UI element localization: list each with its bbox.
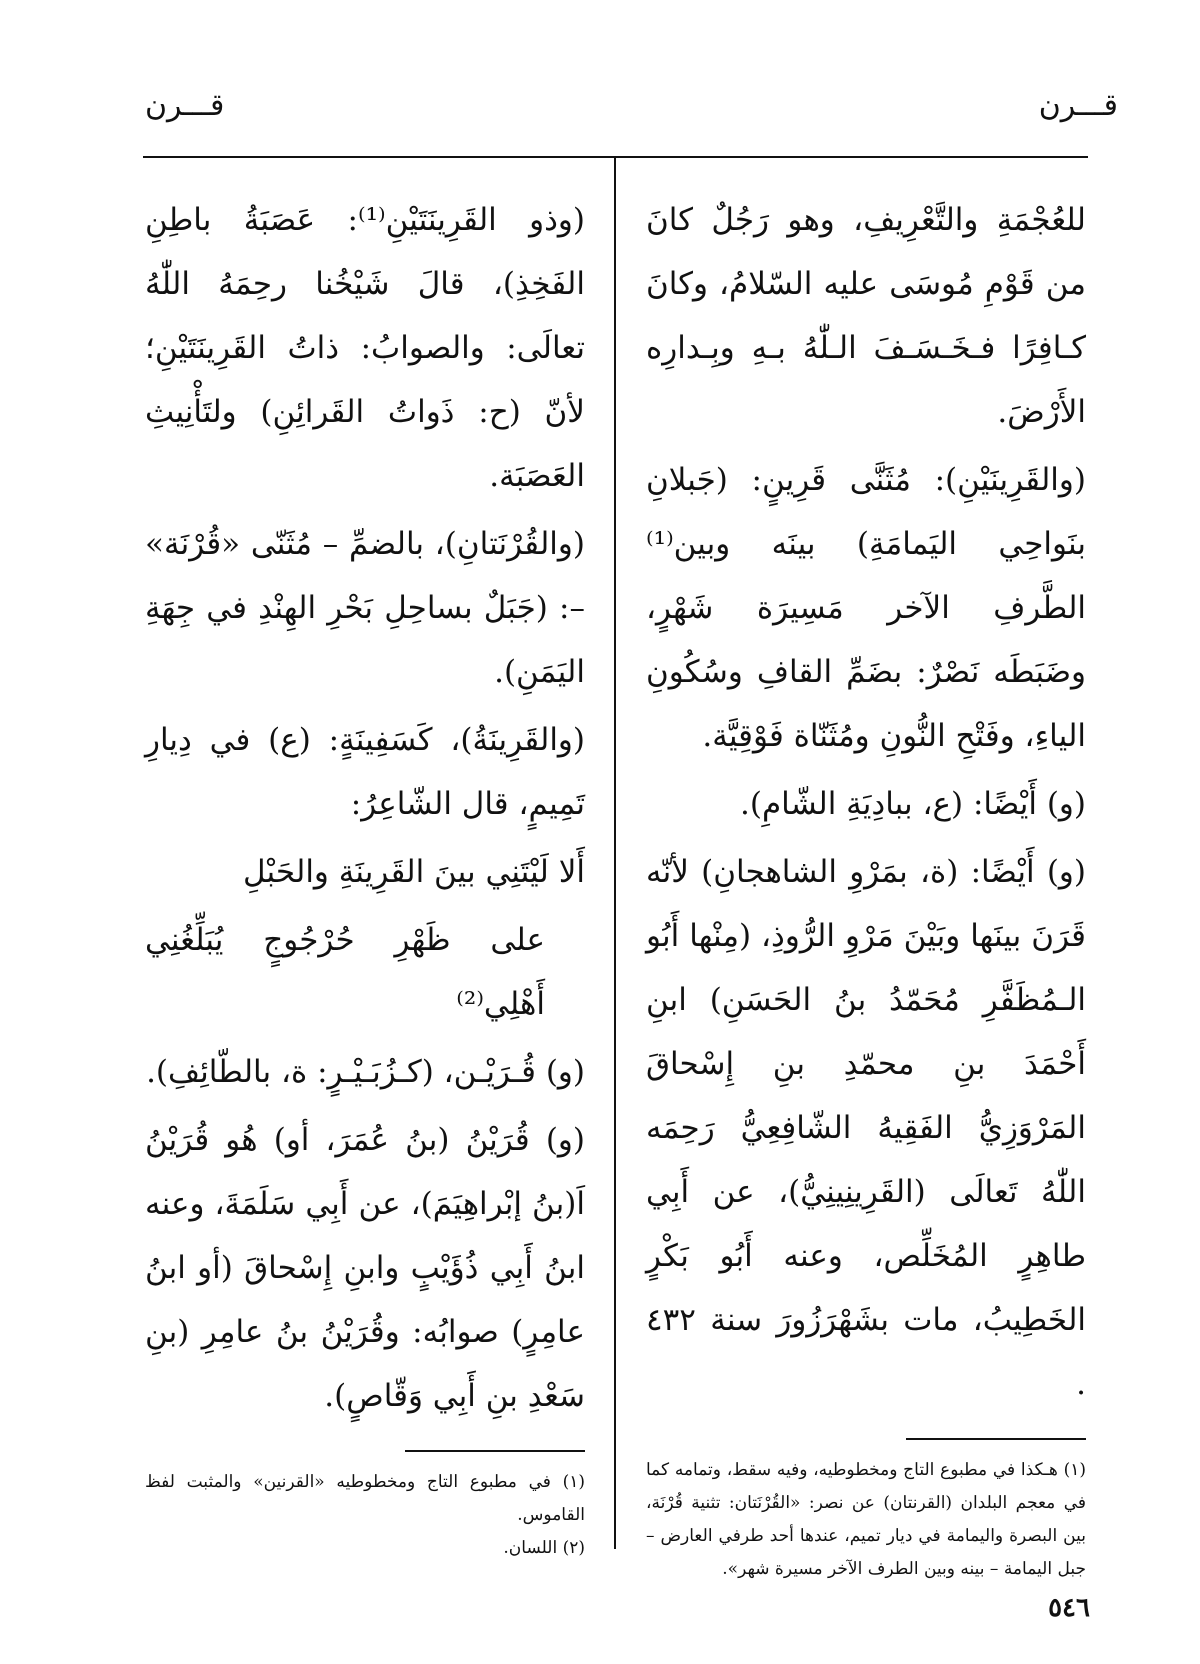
footnotes	[145, 1466, 585, 1565]
footnote: (١) في مطبوع التاج ومخطوطيه «القرنين» والمثبت لفظ القاموس.	[145, 1472, 585, 1525]
footnote-rule	[405, 1450, 585, 1452]
right-column	[646, 188, 1086, 1586]
verse-line: على ظَهْرِ حُرْجُوجٍ يُبَلِّغُنِي أَهْلِي⁽²⁾	[145, 922, 545, 1022]
entry-paragraph: للعُجْمَةِ والتَّعْرِيفِ، وهو رَجُلٌ كانَ من قَوْمِ مُوسَى عليه السّلامُ، وكانَ كـافِرًا فـخَـسَـفَ الـلّٰهُ بـهِ وبِـدارِه الأَرْضَ.	[646, 202, 1086, 430]
verse-line: أَلا لَيْتَنِي بينَ القَرِينَةِ والحَبْلِ	[243, 854, 585, 890]
footnote: (٢) اللسان.	[503, 1538, 585, 1558]
entry-paragraph: (والقُرْنَتانِ)، بالضمِّ – مُثَنّى «قُرْنَة» –: (جَبَلٌ بساحِلِ بَحْرِ الهِنْدِ في جِهَةِ اليَمَنِ).	[145, 526, 585, 690]
footnotes	[646, 1454, 1086, 1586]
entry-paragraph: (و) أَيْضًا: (ة، بمَرْوِ الشاهجانِ) لأنّه قَرَنَ بينَها وبَيْنَ مَرْوِ الرُّوذِ، (مِنْها أَبُو الـمُظَفَّرِ مُحَمّدُ بنُ الحَسَنِ) ابنِ أَحْمَدَ بنِ محمّدِ بنِ إِسْحاقَ المَرْوَزِيُّ الفَقِيهُ الشّافِعِيُّ رَحِمَه اللّٰهُ تَعالَى (القَرِينِينِيُّ)، عن أَبِي طاهِرٍ المُخَلِّص، وعنه أَبُو بَكْرٍ الخَطِيبُ، مات بشَهْرَزُورَ سنة ٤٣٢ .	[646, 854, 1086, 1402]
entry-paragraph: (والقَرِينَةُ)، كَسَفِينَةٍ: (ع) في دِيارِ تَمِيمٍ، قال الشّاعِرُ:	[145, 722, 585, 822]
running-header-left: قـــرن	[145, 88, 225, 123]
entry-paragraph: (و) أَيْضًا: (ع، ببادِيَةِ الشّامِ).	[740, 786, 1086, 822]
entry-paragraph: (و) قُـرَيْـن، (كـزُبَـيْـرٍ: ة، بالطّائِفِ).	[146, 1054, 585, 1090]
footnote-rule	[906, 1438, 1086, 1440]
column-divider	[614, 157, 616, 1549]
entry-paragraph: (والقَرِينَيْنِ): مُثَنَّى قَرِينٍ: (جَبلانِ بنَواحِي اليَمامَةِ) بينَه وبين⁽¹⁾ الطَّرفِ الآخر مَسِيرَة شَهْرٍ، وضَبَطَه نَصْرٌ: بضَمِّ القافِ وسُكُونِ الياءِ، وفَتْحِ النُّونِ ومُثَنّاة فَوْقِيَّة.	[646, 462, 1086, 754]
left-column	[145, 188, 585, 1565]
entry-paragraph: (و) قُرَيْنُ (بنُ عُمَرَ، أو) هُو قُرَيْنُ اَ(بنُ إبْراهِيَمَ)، عن أَبِي سَلَمَةَ، وعنه ابنُ أَبِي ذُؤَيْبٍ وابنِ إِسْحاقَ (أو ابنُ عامِرٍ) صوابُه: وقُرَيْنُ بنُ عامِرِ (بنِ سَعْدِ بنِ أَبِي وَقّاصٍ).	[145, 1122, 585, 1414]
entry-paragraph: (وذو القَرِينَتَيْنِ⁽¹⁾: عَصَبَةُ باطِنِ الفَخِذِ)، قالَ شَيْخُنا رحِمَهُ اللّٰهُ تعالَى: والصوابُ: ذاتُ القَرِينَتَيْنِ؛ لأنّ (ح: ذَواتُ القَرائِنِ) ولتَأْنِيثِ العَصَبَة.	[145, 202, 585, 494]
running-header-right: قـــرن	[1038, 88, 1118, 123]
page-number: ٥٤٦	[1048, 1593, 1090, 1623]
footnote: (١) هـكذا في مطبوع التاج ومخطوطيه، وفيه سقط، وتمامه كما في معجم البلدان (القرنتان) عن نصر: «القُرْنَتان: تثنية قُرْنَة، بين البصرة واليمامة في ديار تميم، عندها أحد طرفي العارض – جبل اليمامة – بينه وبين الطرف الآخر مسيرة شهر».	[646, 1460, 1086, 1579]
